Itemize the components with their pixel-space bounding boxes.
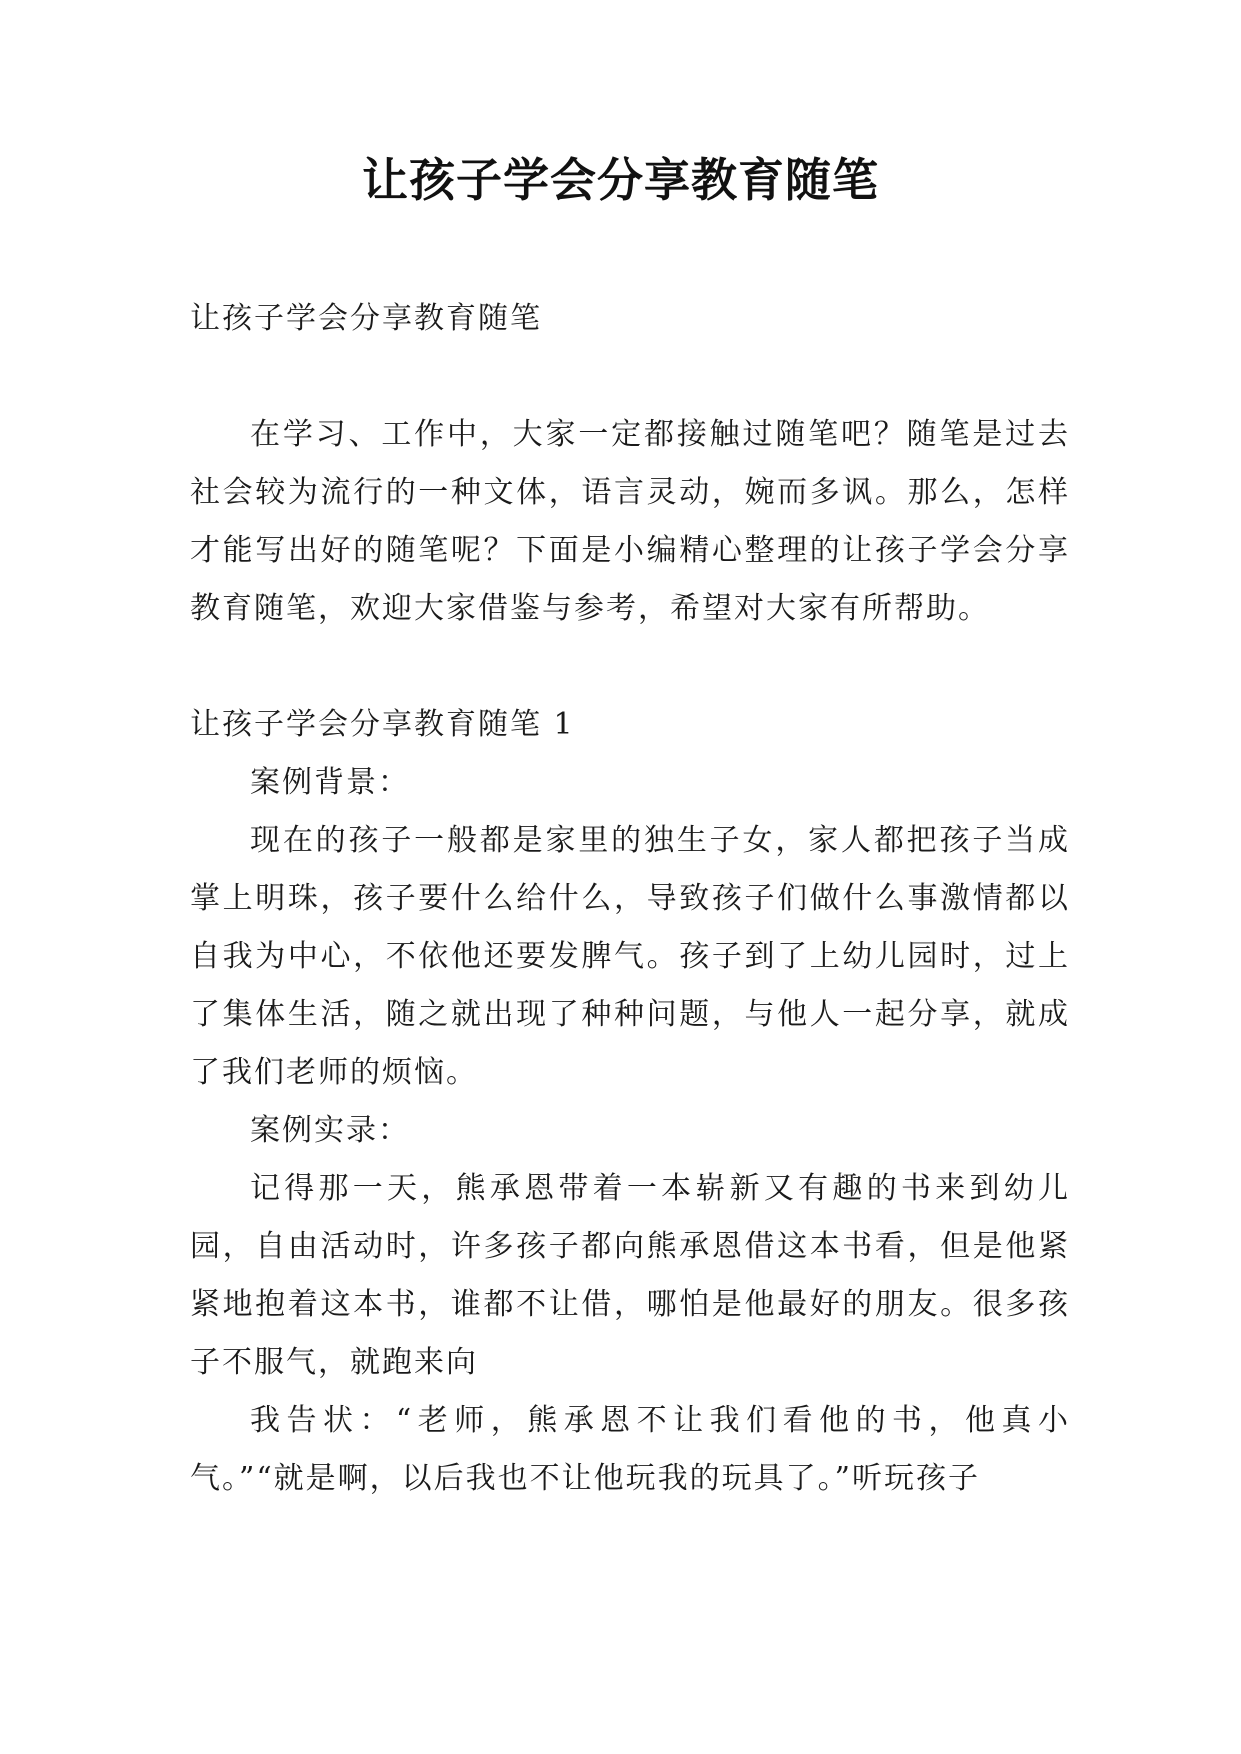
background-paragraph: 现在的孩子一般都是家里的独生子女，家人都把孩子当成掌上明珠，孩子要什么给什么，导致孩子们做什么事激情都以自我为中心，不依他还要发脾气。孩子到了上幼儿园时，过上了集体生活，随之就出现了种种问题，与他人一起分享，就成了我们老师的烦恼。 [190, 823, 1070, 1090]
record-paragraph-continued: 我告状：“老师，熊承恩不让我们看他的书，他真小气。”“就是啊，以后我也不让他玩我的玩具了。”听玩孩子 [190, 1403, 1070, 1496]
intro-paragraph: 在学习、工作中，大家一定都接触过随笔吧？随笔是过去社会较为流行的一种文体，语言灵动，婉而多讽。那么，怎样才能写出好的随笔呢？下面是小编精心整理的让孩子学会分享教育随笔，欢迎大家借鉴与参考，希望对大家有所帮助。 [190, 417, 1070, 626]
section-heading: 让孩子学会分享教育随笔 1 [190, 707, 575, 742]
document-subtitle: 让孩子学会分享教育随笔 [190, 301, 542, 336]
background-label: 案例背景： [250, 765, 410, 800]
document-body [190, 290, 1070, 1508]
record-label: 案例实录： [250, 1113, 410, 1148]
record-paragraph: 记得那一天，熊承恩带着一本崭新又有趣的书来到幼儿园，自由活动时，许多孩子都向熊承恩借这本书看，但是他紧紧地抱着这本书，谁都不让借，哪怕是他最好的朋友。很多孩子不服气，就跑来向 [190, 1171, 1070, 1380]
document-title: 让孩子学会分享教育随笔 [362, 153, 879, 207]
